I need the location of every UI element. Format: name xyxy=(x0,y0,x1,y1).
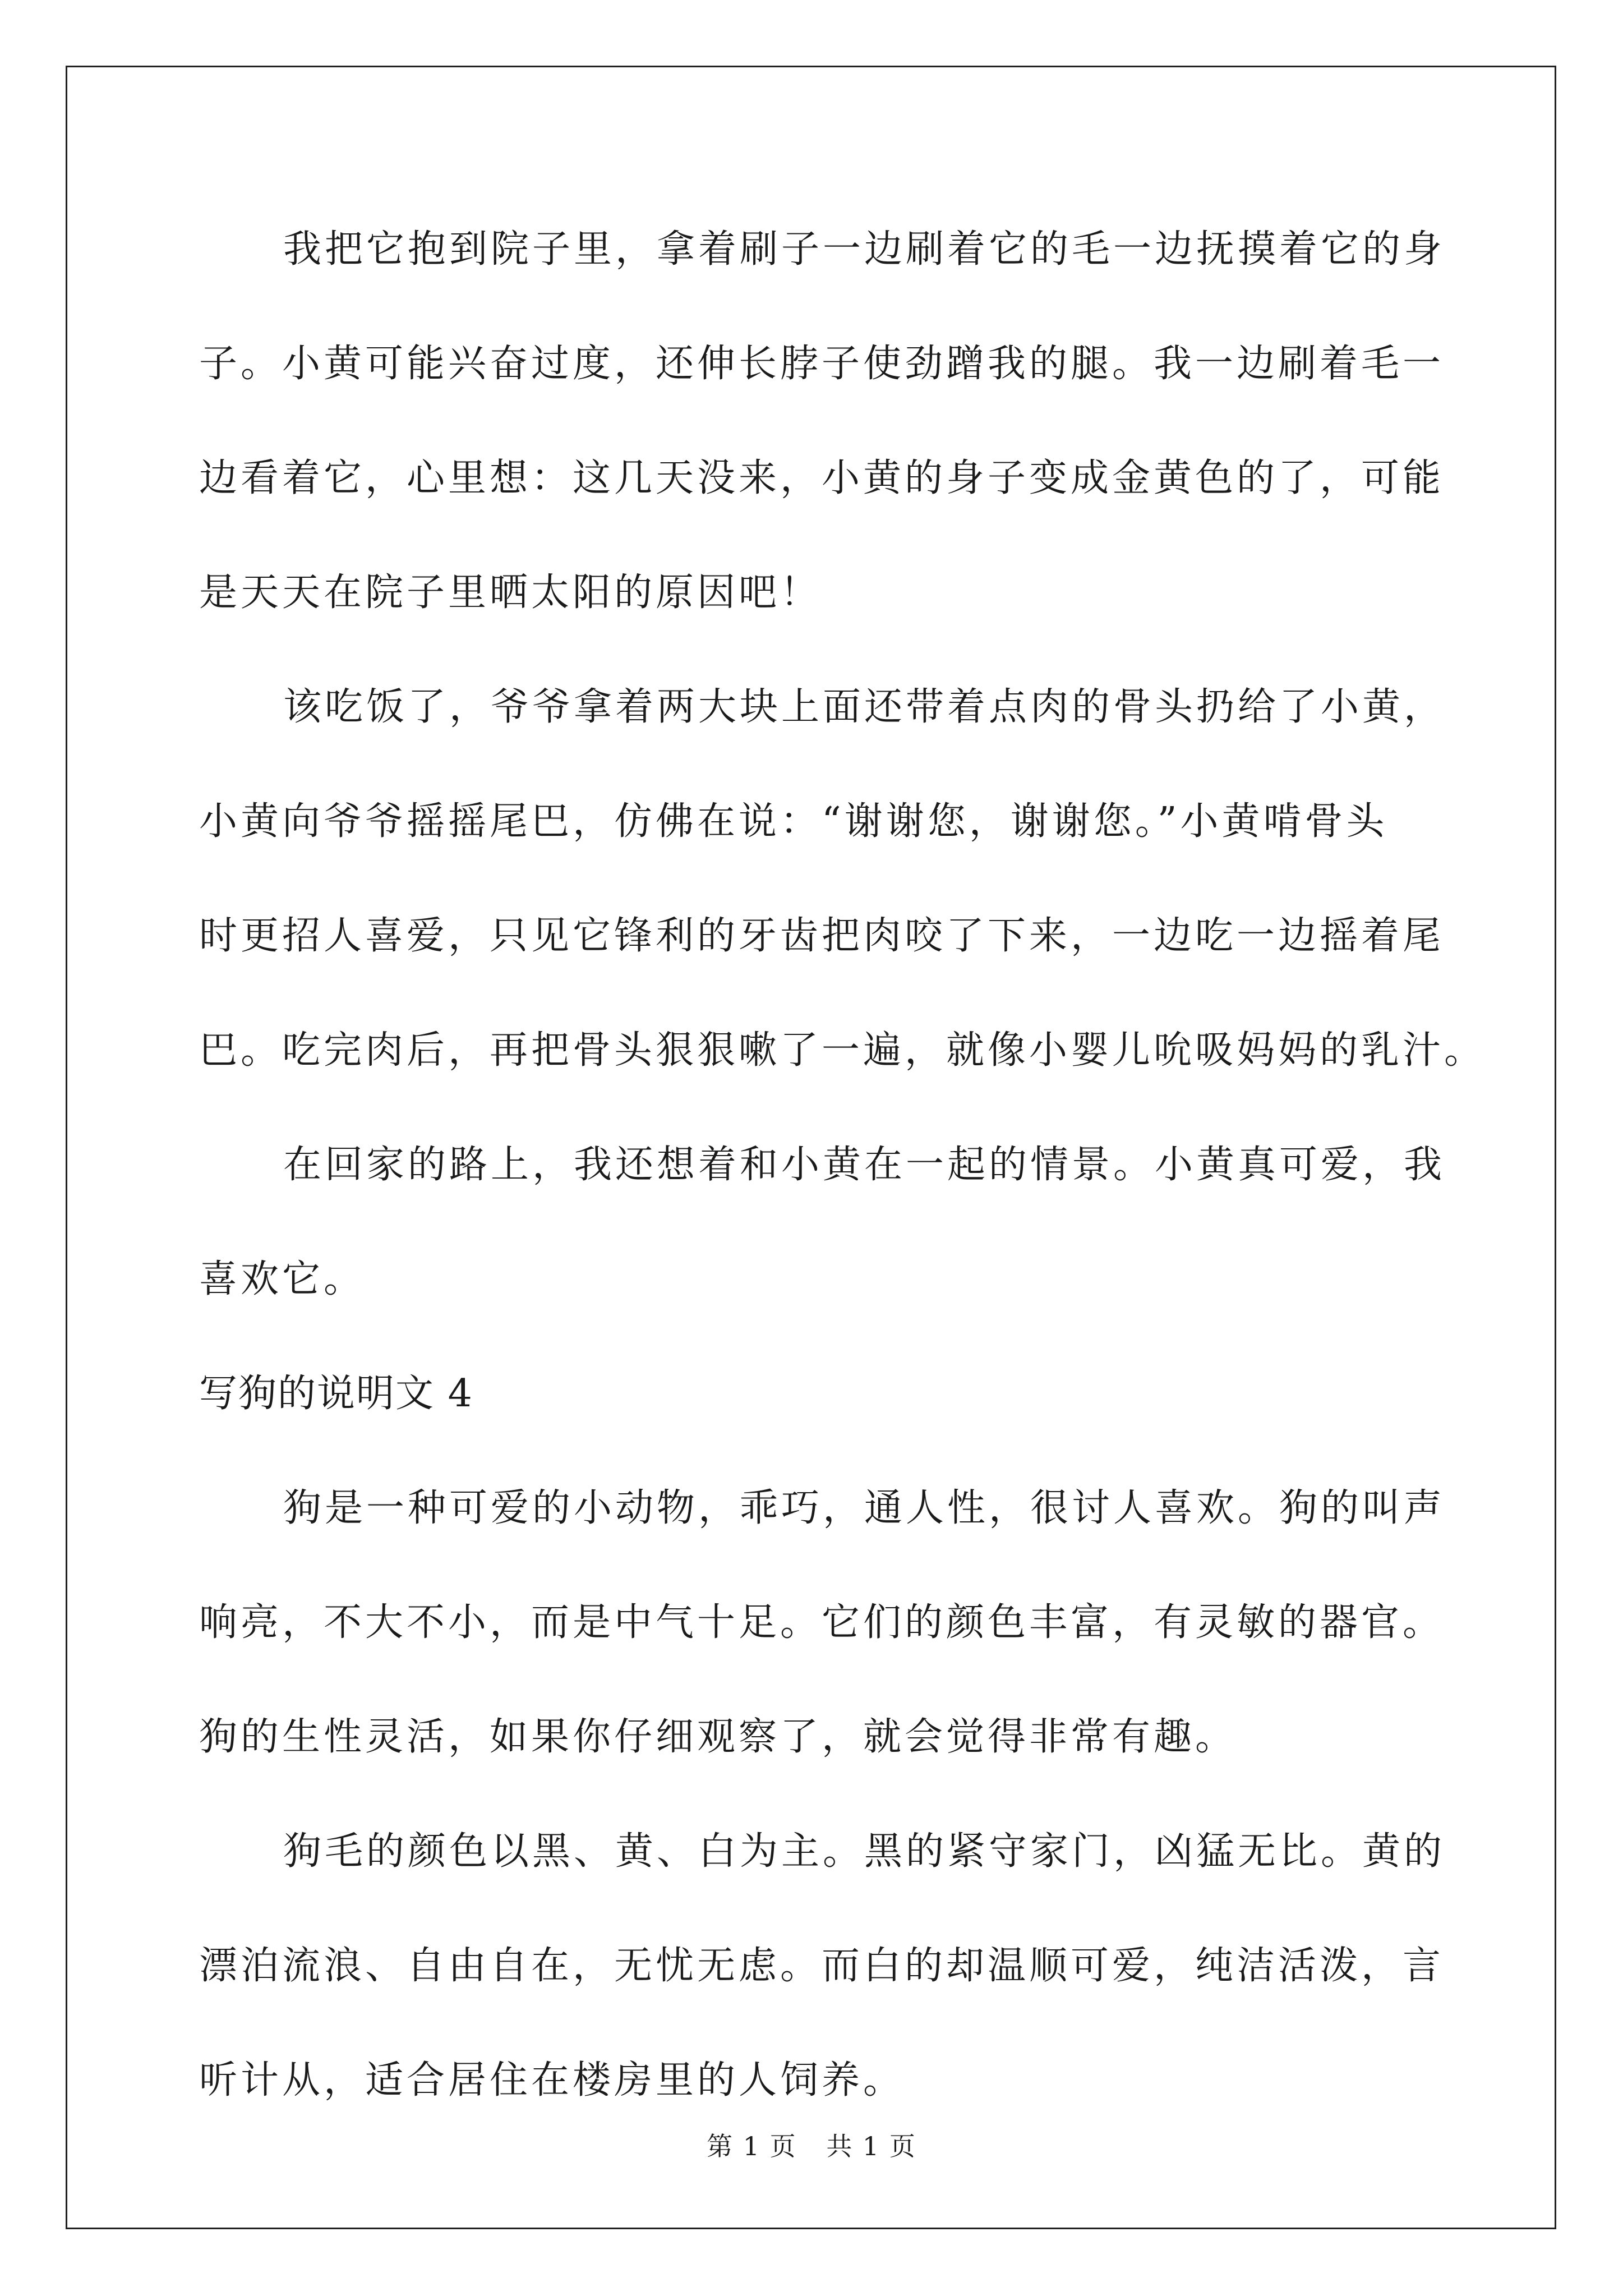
paragraph-line: 该吃饭了，爷爷拿着两大块上面还带着点肉的骨头扔给了小黄， xyxy=(283,685,1446,729)
paragraph-line: 我把它抱到院子里，拿着刷子一边刷着它的毛一边抚摸着它的身 xyxy=(283,227,1446,272)
page-number-total: 共 1 页 xyxy=(826,2131,916,2161)
paragraph-line: 巴。吃完肉后，再把骨头狠狠嗽了一遍，就像小婴儿吮吸妈妈的乳汁。 xyxy=(199,1028,1486,1073)
page-footer xyxy=(0,2129,1623,2163)
paragraph-line: 小黄向爷爷摇摇尾巴，仿佛在说：“谢谢您，谢谢您。”小黄啃骨头 xyxy=(199,799,1388,844)
paragraph-line: 时更招人喜爱，只见它锋利的牙齿把肉咬了下来，一边吃一边摇着尾 xyxy=(199,914,1445,958)
paragraph-line: 漂泊流浪、自由自在，无忧无虑。而白的却温顺可爱，纯洁活泼，言 xyxy=(199,1944,1445,1988)
paragraph-line: 在回家的路上，我还想着和小黄在一起的情景。小黄真可爱，我 xyxy=(283,1143,1446,1187)
paragraph-line: 狗是一种可爱的小动物，乖巧，通人性，很讨人喜欢。狗的叫声 xyxy=(283,1486,1446,1530)
paragraph-line: 响亮，不大不小，而是中气十足。它们的颜色丰富，有灵敏的器官。 xyxy=(199,1600,1445,1645)
paragraph-line: 狗毛的颜色以黑、黄、白为主。黑的紧守家门，凶猛无比。黄的 xyxy=(283,1829,1446,1874)
section-heading: 写狗的说明文 4 xyxy=(199,1372,473,1416)
page-number-current: 第 1 页 xyxy=(707,2131,797,2161)
document-body xyxy=(199,213,1486,2159)
paragraph-line: 是天天在院子里晒太阳的原因吧！ xyxy=(199,570,822,615)
paragraph-line: 子。小黄可能兴奋过度，还伸长脖子使劲蹭我的腿。我一边刷着毛一 xyxy=(199,342,1445,386)
paragraph-line: 听计从，适合居住在楼房里的人饲养。 xyxy=(199,2058,905,2102)
paragraph-line: 喜欢它。 xyxy=(199,1257,366,1301)
paragraph-line: 狗的生性灵活，如果你仔细观察了，就会觉得非常有趣。 xyxy=(199,1715,1237,1759)
paragraph-line: 边看着它，心里想：这几天没来，小黄的身子变成金黄色的了，可能 xyxy=(199,456,1445,500)
